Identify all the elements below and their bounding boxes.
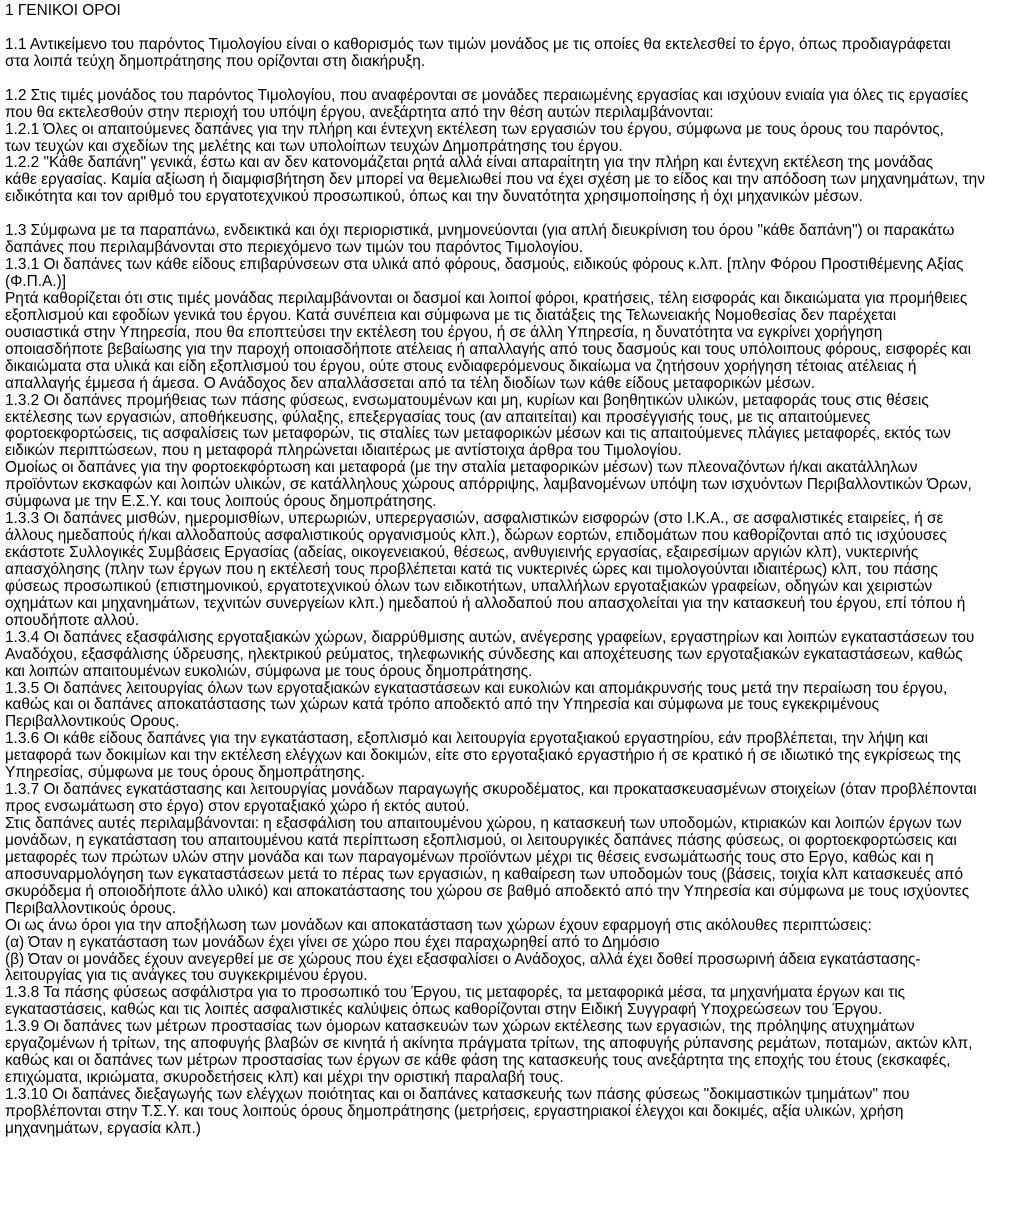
text-line: Περιβαλλοντικούς όρους. <box>5 899 176 917</box>
paragraph-spacer <box>5 71 1019 88</box>
text-line: Ομοίως οι δαπάνες για την φορτοεκφόρτωση και μεταφορά (με την σταλία μεταφορικών μέσων) των πλεοναζόντων ή/και ακατάλληλων <box>5 459 918 477</box>
text-line: (Φ.Π.Α.)] <box>5 273 67 290</box>
text-line: μονάδων, η εγκατάσταση του απαιτουμένου κατά περίπτωση εξοπλισμού, οι λειτουργικές δαπάνες πάσης φύσεως, οι φορτοεκφορτώσεις και <box>5 831 957 849</box>
text-line: 1.2.1 Όλες οι απαιτούμενες δαπάνες για την πλήρη και έντεχνη εκτέλεση των εργασιών του έργου, σύμφωνα με τους όρους του παρόντος, <box>5 120 944 138</box>
text-line: Ρητά καθορίζεται ότι στις τιμές μονάδας περιλαμβάνονται οι δασμοί και λοιποί φόροι, κρατήσεις, τέλη εισφοράς και δικαιώματα για προμήθειες <box>5 289 968 307</box>
paragraph-spacer <box>5 20 1019 37</box>
text-line: προς ενσωμάτωση στο έργο) στον εργοταξιακό χώρο ή εκτός αυτού. <box>5 798 470 816</box>
text-line: καθώς και οι δαπάνες αποκατάστασης των χώρων κατά τρόπο αποδεκτό από την Υπηρεσία και σύμφωνα με τους εγκεκριμένους <box>5 696 880 714</box>
text-line: των τευχών και σχεδίων της μελέτης και των υπολοίπων τευχών Δημοπράτησης του έργου. <box>5 137 623 155</box>
text-line: ειδικών περιπτώσεων, που η μεταφορά πληρώνεται ιδιαιτέρως με αντίστοιχα άρθρα του Τιμολογίου. <box>5 442 682 460</box>
text-line: Αναδόχου, εξασφάλισης ύδρευσης, ηλεκτρικού ρεύματος, τηλεφωνικής σύνδεσης και αποχέτευσης των εργοταξιακών εγκαταστάσεων, καθώς <box>5 645 963 663</box>
text-line: Υπηρεσίας, σύμφωνα με τους όρους δημοπράτησης. <box>5 764 366 782</box>
text-line: 1.1 Αντικείμενο του παρόντος Τιμολογίου είναι ο καθορισμός των τιμών μονάδος με τις οποίες θα εκτελεσθεί το έργο, όπως προδιαγράφεται <box>5 35 951 53</box>
text-line: οχημάτων και μηχανημάτων, τεχνιτών συνεργείων κλπ.) ημεδαπού ή αλλοδαπού που απασχολείται για την κατασκευή του έργου, επί τόπου ή <box>5 594 966 612</box>
text-line: μεταφορές των πρώτων υλών στην μονάδα και των παραγομένων προϊόντων μέχρι τις θέσεις ενσωμάτωσής τους στο Εργο, καθώς και η <box>5 848 934 866</box>
text-line: 1.3.9 Οι δαπάνες των μέτρων προστασίας των όμορων κατασκευών των χώρων εκτέλεσης των εργασιών, της πρόληψης ατυχημάτων <box>5 1018 915 1036</box>
text-line: οποιασδήποτε βεβαίωσης για την παροχή οποιασδήποτε ατέλειας ή απαλλαγής από τους δασμούς και τους υπόλοιπους φόρους, εισφορές και <box>5 340 972 358</box>
text-line: (β) Όταν οι μονάδες έχουν ανεγερθεί με σε χώρους που έχει εξασφαλίσει ο Ανάδοχος, αλλά έχει δοθεί προσωρινή άδεια εγκατάστασης- <box>5 950 921 968</box>
text-line: 1.3.5 Οι δαπάνες λειτουργίας όλων των εργοταξιακών εγκαταστάσεων και ευκολιών και απομάκρυνσής τους μετά την περαίωση του έργου, <box>5 679 948 697</box>
text-line: εξοπλισμού και εφοδίων γενικά του έργου. Κατά συνέπεια και σύμφωνα με τις διατάξεις της Τελωνειακής Νομοθεσίας δεν παρέχεται <box>5 306 897 324</box>
text-line: δαπάνες που περιλαμβάνονται στο περιεχόμενο των τιμών του παρόντος Τιμολογίου. <box>5 239 584 257</box>
text-line: 1.3.2 Οι δαπάνες προμήθειας των πάσης φύσεως, ενσωματουμένων και μη, κυρίων και βοηθητικών υλικών, μεταφοράς τους στις θέσεις <box>5 391 929 409</box>
text-line: Στις δαπάνες αυτές περιλαμβάνονται: η εξασφάλιση του απαιτουμένου χώρου, η κατασκευή των υποδομών, κτιριακών και λοιπών έργων των <box>5 815 962 832</box>
text-line: σκυρόδεμα ή οποιοδήποτε άλλο υλικό) και αποκατάστασης του χώρου σε βαθμό αποδεκτό από την Υπηρεσία και σύμφωνα με τους ισχύοντες <box>5 882 970 900</box>
text-line: εκάστοτε Συλλογικές Συμβάσεις Εργασίας (αδείας, οικογενειακού, θέσεως, ανθυγιεινής εργασίας, εξαιρεσίμων αργιών κλπ), νυκτερινής <box>5 544 919 561</box>
document-title: 1 ΓΕΝΙΚΟΙ ΟΡΟΙ <box>5 2 121 19</box>
text-line: 1.3.10 Οι δαπάνες διεξαγωγής των ελέγχων ποιότητας και οι δαπάνες κατασκευής των πάσης φύσεως "δοκιμαστικών τμημάτων" που <box>5 1086 910 1103</box>
text-line: που θα εκτελεσθούν στην περιοχή του υπόψη έργου, ανεξάρτητα από την θέση αυτών περιλαμβάνονται: <box>5 103 714 121</box>
document-text <box>5 20 1019 1138</box>
text-line: 1.3 Σύμφωνα με τα παραπάνω, ενδεικτικά και όχι περιοριστικά, μνημονεύονται (για απλή διευκρίνιση του όρου "κάθε δαπάνη") οι παρακάτω <box>5 222 955 240</box>
text-line: καθώς και οι δαπάνες των μέτρων προστασίας των έργων σε κάθε φάση της κατασκευής τους ανεξάρτητα της εποχής του έτους (εκσκαφές, <box>5 1052 951 1070</box>
text-line: απαλλαγής έμμεσα ή άμεσα. Ο Ανάδοχος δεν απαλλάσσεται από τα τέλη διοδίων των κάθε είδους μεταφορικών μέσων. <box>5 374 816 392</box>
text-line: εκτέλεσης των εργασιών, αποθήκευσης, φύλαξης, επεξεργασίας τους (αν απαιτείται) και προσέγγισής τους, με τις απαιτούμενες <box>5 408 871 426</box>
text-line: Περιβαλλοντικούς Ορους. <box>5 713 180 731</box>
text-line: κάθε εργασίας. Καμία αξίωση ή διαμφισβήτηση δεν μπορεί να θεμελιωθεί που να έχει σχέση με το είδος και την απόδοση των μηχανημάτων, την <box>5 171 985 189</box>
text-line: 1.3.1 Οι δαπάνες των κάθε είδους επιβαρύνσεων στα υλικά από φόρους, δασμούς, ειδικούς φόρους κ.λπ. [πλην Φόρου Προστιθέμενης Αξίας <box>5 256 964 274</box>
text-line: προϊόντων εκσκαφών και λοιπών υλικών, σε κατάλληλους χώρους απόρριψης, λαμβανομένων υπόψη των ισχυόντων Περιβαλλοντικών Όρων, <box>5 476 972 494</box>
paragraph-spacer <box>5 206 1019 223</box>
text-line: 1.3.7 Οι δαπάνες εγκατάστασης και λειτουργίας μονάδων παραγωγής σκυροδέματος, και προκατασκευασμένων στοιχείων (όταν προβλέπονται <box>5 781 977 799</box>
text-line: ειδικότητα και τον αριθμό του εργατοτεχνικού προσωπικού, όπως και την δυνατότητα χρησιμοποίησης ή όχι μηχανικών μέσων. <box>5 188 863 206</box>
text-line: 1.2 Στις τιμές μονάδος του παρόντος Τιμολογίου, που αναφέρονται σε μονάδες περαιωμένης εργασίας και ισχύουν ενιαία για όλες τις εργασίες <box>5 86 969 104</box>
text-line: στα λοιπά τεύχη δημοπράτησης που ορίζονται στη διακήρυξη. <box>5 52 426 70</box>
text-line: δικαιώματα στα υλικά και είδη εξοπλισμού του έργου, ούτε στους ενδιαφερόμενους δικαίωμα να ζητήσουν χορήγηση τέτοιας ατέλειας ή <box>5 357 917 375</box>
text-line: 1.3.6 Οι κάθε είδους δαπάνες για την εγκατάσταση, εξοπλισμό και λειτουργία εργοταξιακού εργαστηρίου, εάν προβλέπεται, την λήψη και <box>5 730 929 748</box>
text-line: λειτουργίας για τις ανάγκες του συγκεκριμένου έργου. <box>5 967 368 985</box>
text-line: άλλους ημεδαπούς ή/και αλλοδαπούς ασφαλιστικούς οργανισμούς κλπ.), δώρων εορτών, επιδομάτων που καθορίζονται από τις ισχύουσες <box>5 527 947 545</box>
text-line: εργαζομένων ή τρίτων, της αποφυγής βλαβών σε κινητά ή ακίνητα πράγματα τρίτων, της αποφυγής ρύπανσης ρεμάτων, ποταμών, ακτών κλπ, <box>5 1035 973 1053</box>
document-body <box>5 3 1019 1138</box>
text-line: απασχόλησης (πλην των έργων που η εκτέλεσή τους προβλέπεται κατά τις νυκτερινές ώρες και τιμολογούνται ιδιαιτέρως) κλπ, του πάσης <box>5 560 938 578</box>
text-line: μεταφορά των δοκιμίων και την εκτέλεση ελέγχων και δοκιμών, είτε στο εργοταξιακό εργαστήριο ή σε κρατικό ή σε ιδιωτικό της εγκρίσεως της <box>5 747 961 765</box>
text-line: φορτοεκφορτώσεις, τις ασφαλίσεις των μεταφορών, τις σταλίες των μεταφορικών μέσων και τις απαιτούμενες πλάγιες μεταφορές, εκτός των <box>5 425 951 443</box>
text-line: 1.3.3 Οι δαπάνες μισθών, ημερομισθίων, υπερωριών, υπερεργασιών, ασφαλιστικών εισφορών (στο Ι.Κ.Α., σε ασφαλιστικές εταιρείες, ή σε <box>5 510 944 528</box>
text-line: φύσεως προσωπικού (επιστημονικού, εργατοτεχνικού όλων των ειδικοτήτων, υπαλλήλων εργοταξιακών γραφείων, οδηγών και χειριστών <box>5 577 933 595</box>
text-line: 1.3.4 Οι δαπάνες εξασφάλισης εργοταξιακών χώρων, διαρρύθμισης αυτών, ανέγερσης γραφείων, εργαστηρίων και λοιπών εγκαταστάσεων του <box>5 628 975 646</box>
text-line: (α) Όταν η εγκατάσταση των μονάδων έχει γίνει σε χώρο που έχει παραχωρηθεί από το Δημόσιο <box>5 933 660 951</box>
text-line: μηχανημάτων, εργασία κλπ.) <box>5 1119 201 1137</box>
text-line: ουσιαστικά στην Υπηρεσία, που θα εποπτεύσει την εκτέλεση του έργου, ή σε άλλη Υπηρεσία, η δυνατότητα να εγκρίνει χορήγηση <box>5 323 883 341</box>
text-line: και λοιπών απαιτουμένων ευκολιών, σύμφωνα με τους όρους δημοπράτησης. <box>5 662 533 680</box>
text-line: προβλέπονται στην Τ.Σ.Υ. και τους λοιπούς όρους δημοπράτησης (μετρήσεις, εργαστηριακοί έλεγχοι και δοκιμές, αξία υλικών, χρήση <box>5 1102 904 1120</box>
text-line: οπουδήποτε αλλού. <box>5 611 140 629</box>
text-line: εγκαταστάσεις, καθώς και τις λοιπές ασφαλιστικές καλύψεις όπως καθορίζονται στην Ειδική Συγγραφή Υποχρεώσεων του Έργου. <box>5 1001 883 1019</box>
text-line: 1.3.8 Τα πάσης φύσεως ασφάλιστρα για το προσωπικό του Έργου, τις μεταφορές, τα μεταφορικά μέσα, τα μηχανήματα έργων και τις <box>5 984 906 1002</box>
text-line: 1.2.2 "Κάθε δαπάνη" γενικά, έστω και αν δεν κατονομάζεται ρητά αλλά είναι απαραίτητη για την πλήρη και έντεχνη εκτέλεση της μονάδας <box>5 154 934 172</box>
text-line: επιχώματα, ικριώματα, σκυροδετήσεις κλπ) και μέχρι την οριστική παραλαβή τους. <box>5 1069 564 1087</box>
text-line: σύμφωνα με την Ε.Σ.Υ. και τους λοιπούς όρους δημοπράτησης. <box>5 493 437 511</box>
text-line: αποσυναρμολόγηση των εγκαταστάσεων μετά το πέρας των εργασιών, η καθαίρεση των υποδομών τους (βάσεις, τοιχία κλπ κατασκευές από <box>5 865 964 883</box>
text-line: Οι ως άνω όροι για την αποξήλωση των μονάδων και αποκατάσταση των χώρων έχουν εφαρμογή στις ακόλουθες περιπτώσεις: <box>5 916 872 934</box>
